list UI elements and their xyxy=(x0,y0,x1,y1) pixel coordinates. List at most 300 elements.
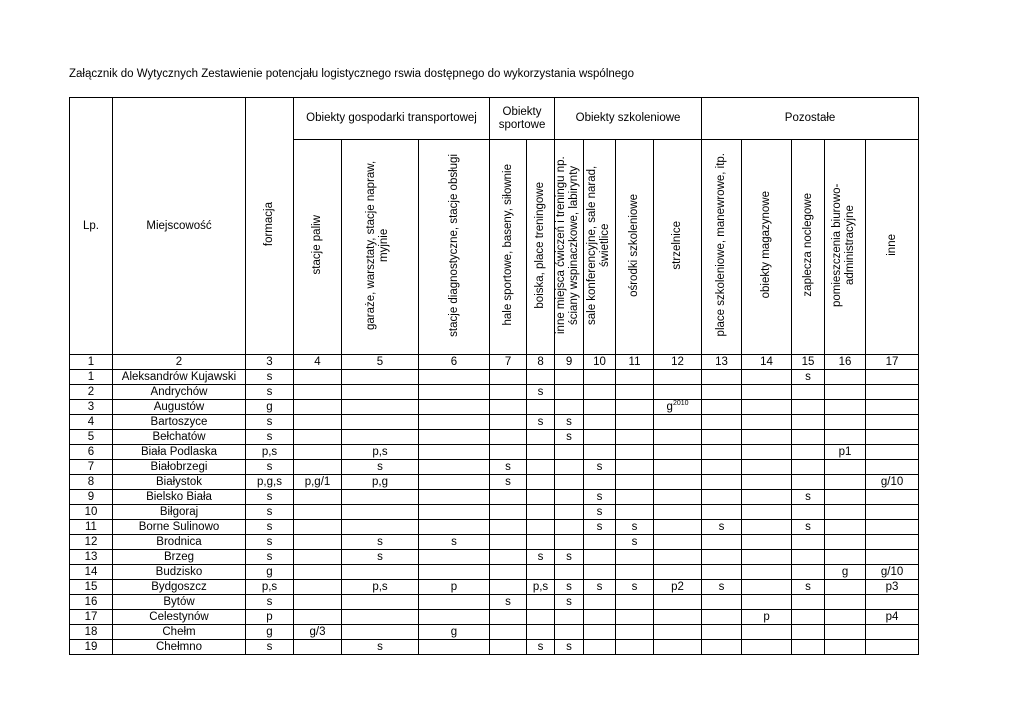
cell-c15: s xyxy=(792,490,825,505)
cell-c13 xyxy=(702,610,742,625)
cell-c7: s xyxy=(490,595,527,610)
cell-c11 xyxy=(616,400,654,415)
cell-c14 xyxy=(742,520,792,535)
cell-c11 xyxy=(616,610,654,625)
cell-c5 xyxy=(342,505,419,520)
cell-lp: 11 xyxy=(70,520,113,535)
table-row xyxy=(70,505,919,520)
cell-c17 xyxy=(866,460,919,475)
column-number: 9 xyxy=(555,355,584,370)
cell-miejsc: Biała Podlaska xyxy=(113,445,246,460)
cell-c7 xyxy=(490,400,527,415)
cell-lp: 6 xyxy=(70,445,113,460)
cell-c5 xyxy=(342,625,419,640)
cell-lp: 5 xyxy=(70,430,113,445)
group-szkoleniowe: Obiekty szkoleniowe xyxy=(555,98,702,140)
cell-miejsc: Borne Sulinowo xyxy=(113,520,246,535)
cell-c4 xyxy=(294,610,342,625)
cell-c17 xyxy=(866,490,919,505)
cell-c10: s xyxy=(584,520,616,535)
cell-c7: s xyxy=(490,475,527,490)
cell-c7 xyxy=(490,430,527,445)
cell-c6 xyxy=(419,445,490,460)
cell-c12 xyxy=(654,520,702,535)
cell-miejsc: Chełm xyxy=(113,625,246,640)
cell-lp: 4 xyxy=(70,415,113,430)
cell-lp: 14 xyxy=(70,565,113,580)
cell-c13 xyxy=(702,475,742,490)
cell-c12 xyxy=(654,535,702,550)
cell-c13 xyxy=(702,400,742,415)
cell-c11 xyxy=(616,565,654,580)
cell-c16 xyxy=(825,640,866,655)
table-row xyxy=(70,610,919,625)
cell-c14 xyxy=(742,640,792,655)
cell-c9 xyxy=(555,505,584,520)
cell-c17 xyxy=(866,640,919,655)
cell-c17 xyxy=(866,550,919,565)
cell-c5: p,s xyxy=(342,580,419,595)
cell-c8 xyxy=(527,565,555,580)
cell-c16 xyxy=(825,610,866,625)
cell-miejsc: Bartoszyce xyxy=(113,415,246,430)
cell-c12 xyxy=(654,505,702,520)
cell-c7 xyxy=(490,640,527,655)
col-label: stacje diagnostyczne, stacje obsługi xyxy=(447,153,460,337)
cell-c14 xyxy=(742,415,792,430)
cell-c4 xyxy=(294,430,342,445)
cell-c14 xyxy=(742,430,792,445)
cell-c17 xyxy=(866,535,919,550)
cell-c10: s xyxy=(584,505,616,520)
cell-c8 xyxy=(527,595,555,610)
cell-value: g xyxy=(666,400,673,413)
cell-c15 xyxy=(792,610,825,625)
cell-c9 xyxy=(555,400,584,415)
cell-c10 xyxy=(584,610,616,625)
cell-c7 xyxy=(490,565,527,580)
cell-c6: s xyxy=(419,535,490,550)
cell-c9: s xyxy=(555,595,584,610)
column-number: 14 xyxy=(742,355,792,370)
cell-c5 xyxy=(342,370,419,385)
cell-c16 xyxy=(825,520,866,535)
cell-c14 xyxy=(742,445,792,460)
table-row xyxy=(70,535,919,550)
cell-c6 xyxy=(419,565,490,580)
cell-c9 xyxy=(555,445,584,460)
cell-c15 xyxy=(792,385,825,400)
cell-form: p,g,s xyxy=(246,475,294,490)
table-row xyxy=(70,520,919,535)
cell-c17 xyxy=(866,505,919,520)
cell-lp: 15 xyxy=(70,580,113,595)
column-number: 1 xyxy=(70,355,113,370)
cell-miejsc: Aleksandrów Kujawski xyxy=(113,370,246,385)
cell-c10 xyxy=(584,385,616,400)
cell-c15 xyxy=(792,535,825,550)
cell-c8 xyxy=(527,505,555,520)
cell-c6 xyxy=(419,430,490,445)
cell-c16 xyxy=(825,415,866,430)
cell-c11 xyxy=(616,640,654,655)
cell-c14 xyxy=(742,370,792,385)
cell-c16 xyxy=(825,625,866,640)
cell-c6 xyxy=(419,490,490,505)
cell-form: p,s xyxy=(246,580,294,595)
cell-lp: 13 xyxy=(70,550,113,565)
cell-c4 xyxy=(294,595,342,610)
table-row xyxy=(70,370,919,385)
cell-form: s xyxy=(246,385,294,400)
cell-c16: g xyxy=(825,565,866,580)
cell-c13 xyxy=(702,490,742,505)
cell-c15 xyxy=(792,505,825,520)
cell-c5: s xyxy=(342,460,419,475)
cell-form: s xyxy=(246,520,294,535)
cell-c14 xyxy=(742,460,792,475)
cell-c4 xyxy=(294,565,342,580)
cell-c16 xyxy=(825,595,866,610)
cell-c12 xyxy=(654,370,702,385)
cell-c14: p xyxy=(742,610,792,625)
cell-miejsc: Bielsko Biała xyxy=(113,490,246,505)
col-pomieszczenia-biurowe xyxy=(825,140,866,355)
cell-c6 xyxy=(419,595,490,610)
cell-miejsc: Białobrzegi xyxy=(113,460,246,475)
cell-c14 xyxy=(742,385,792,400)
cell-c16 xyxy=(825,535,866,550)
cell-c17 xyxy=(866,430,919,445)
header-formacja xyxy=(246,98,294,355)
cell-c9: s xyxy=(555,580,584,595)
cell-c11 xyxy=(616,625,654,640)
table-row xyxy=(70,640,919,655)
col-inne xyxy=(866,140,919,355)
cell-c10: s xyxy=(584,490,616,505)
cell-lp: 12 xyxy=(70,535,113,550)
logistics-table xyxy=(69,97,919,655)
cell-c12 xyxy=(654,490,702,505)
cell-c17 xyxy=(866,625,919,640)
cell-miejsc: Brzeg xyxy=(113,550,246,565)
cell-c10 xyxy=(584,550,616,565)
cell-c4 xyxy=(294,460,342,475)
header-formacja-label: formacja xyxy=(263,201,275,247)
cell-lp: 3 xyxy=(70,400,113,415)
cell-c11: s xyxy=(616,520,654,535)
cell-c15 xyxy=(792,460,825,475)
cell-c4 xyxy=(294,505,342,520)
cell-c4 xyxy=(294,370,342,385)
group-pozostale: Pozostałe xyxy=(702,98,919,140)
cell-c5: s xyxy=(342,640,419,655)
cell-c12 xyxy=(654,460,702,475)
col-zaplecza-noclegowe xyxy=(792,140,825,355)
cell-miejsc: Bytów xyxy=(113,595,246,610)
cell-c7 xyxy=(490,445,527,460)
column-number: 12 xyxy=(654,355,702,370)
cell-c10 xyxy=(584,475,616,490)
cell-c13 xyxy=(702,370,742,385)
cell-c13 xyxy=(702,565,742,580)
cell-c8: s xyxy=(527,550,555,565)
cell-c8 xyxy=(527,535,555,550)
cell-c13: s xyxy=(702,580,742,595)
cell-c17 xyxy=(866,400,919,415)
cell-c7 xyxy=(490,580,527,595)
cell-form: s xyxy=(246,640,294,655)
cell-c16 xyxy=(825,460,866,475)
cell-c12 xyxy=(654,610,702,625)
table-row xyxy=(70,430,919,445)
cell-lp: 18 xyxy=(70,625,113,640)
cell-c15 xyxy=(792,475,825,490)
column-number: 10 xyxy=(584,355,616,370)
cell-c11 xyxy=(616,475,654,490)
cell-lp: 19 xyxy=(70,640,113,655)
cell-c4 xyxy=(294,550,342,565)
column-number: 16 xyxy=(825,355,866,370)
cell-miejsc: Brodnica xyxy=(113,535,246,550)
cell-c15 xyxy=(792,595,825,610)
cell-c16 xyxy=(825,385,866,400)
cell-c11 xyxy=(616,490,654,505)
table-row xyxy=(70,595,919,610)
column-number: 5 xyxy=(342,355,419,370)
table-row xyxy=(70,625,919,640)
col-label: stacje paliw xyxy=(311,215,323,275)
cell-c10 xyxy=(584,565,616,580)
cell-c15 xyxy=(792,415,825,430)
cell-c15 xyxy=(792,640,825,655)
cell-c16 xyxy=(825,430,866,445)
cell-c12 xyxy=(654,640,702,655)
table-row xyxy=(70,550,919,565)
table-row xyxy=(70,565,919,580)
cell-c5: p,g xyxy=(342,475,419,490)
col-label: obiekty magazynowe xyxy=(760,191,773,299)
cell-c12 xyxy=(654,430,702,445)
cell-miejsc: Augustów xyxy=(113,400,246,415)
cell-c7 xyxy=(490,535,527,550)
cell-c9 xyxy=(555,565,584,580)
cell-form: s xyxy=(246,370,294,385)
cell-c7 xyxy=(490,385,527,400)
col-place-szkoleniowe xyxy=(702,140,742,355)
table-row xyxy=(70,400,919,415)
cell-form: s xyxy=(246,415,294,430)
cell-c8 xyxy=(527,460,555,475)
cell-c17 xyxy=(866,370,919,385)
cell-c10 xyxy=(584,625,616,640)
cell-c12 xyxy=(654,565,702,580)
cell-c4 xyxy=(294,490,342,505)
cell-c11 xyxy=(616,415,654,430)
cell-c13 xyxy=(702,625,742,640)
cell-c5 xyxy=(342,565,419,580)
cell-c15: s xyxy=(792,370,825,385)
cell-c16 xyxy=(825,475,866,490)
cell-c9 xyxy=(555,625,584,640)
cell-c5 xyxy=(342,520,419,535)
cell-c6 xyxy=(419,640,490,655)
cell-c9: s xyxy=(555,415,584,430)
cell-c12 xyxy=(654,385,702,400)
cell-c12 xyxy=(654,625,702,640)
col-label: zaplecza noclegowe xyxy=(801,193,814,297)
col-strzelnice xyxy=(654,140,702,355)
col-label: boiska, place treningowe xyxy=(534,181,547,309)
cell-c6 xyxy=(419,415,490,430)
cell-c14 xyxy=(742,625,792,640)
cell-c9 xyxy=(555,490,584,505)
col-label: sale konferencyjne, sale narad, świetlice xyxy=(585,165,611,325)
cell-miejsc: Budzisko xyxy=(113,565,246,580)
cell-c11 xyxy=(616,445,654,460)
cell-c10 xyxy=(584,595,616,610)
cell-c15 xyxy=(792,550,825,565)
cell-c4 xyxy=(294,520,342,535)
table-row xyxy=(70,415,919,430)
cell-c10 xyxy=(584,445,616,460)
cell-c14 xyxy=(742,550,792,565)
cell-c11 xyxy=(616,430,654,445)
col-garaze xyxy=(342,140,419,355)
cell-c4: p,g/1 xyxy=(294,475,342,490)
cell-c12 xyxy=(654,415,702,430)
cell-miejsc: Bełchatów xyxy=(113,430,246,445)
column-number: 17 xyxy=(866,355,919,370)
cell-c9 xyxy=(555,370,584,385)
cell-c6 xyxy=(419,610,490,625)
cell-c5 xyxy=(342,400,419,415)
cell-c13 xyxy=(702,460,742,475)
cell-c15 xyxy=(792,625,825,640)
cell-c9 xyxy=(555,460,584,475)
cell-c5 xyxy=(342,385,419,400)
cell-form: s xyxy=(246,550,294,565)
cell-c4 xyxy=(294,640,342,655)
group-transport: Obiekty gospodarki transportowej xyxy=(294,98,490,140)
cell-c16 xyxy=(825,370,866,385)
cell-c13 xyxy=(702,595,742,610)
col-stacje-diagnostyczne xyxy=(419,140,490,355)
cell-lp: 9 xyxy=(70,490,113,505)
table-row xyxy=(70,580,919,595)
cell-c14 xyxy=(742,565,792,580)
cell-c17 xyxy=(866,520,919,535)
col-label: strzelnice xyxy=(671,220,684,270)
cell-c7 xyxy=(490,625,527,640)
cell-c4 xyxy=(294,415,342,430)
cell-c14 xyxy=(742,400,792,415)
cell-c15 xyxy=(792,430,825,445)
cell-c12 xyxy=(654,595,702,610)
cell-c11 xyxy=(616,550,654,565)
cell-c8 xyxy=(527,370,555,385)
table-row xyxy=(70,385,919,400)
table-row xyxy=(70,445,919,460)
col-stacje-paliw xyxy=(294,140,342,355)
cell-c17: p4 xyxy=(866,610,919,625)
cell-c10 xyxy=(584,430,616,445)
cell-c7 xyxy=(490,370,527,385)
cell-lp: 2 xyxy=(70,385,113,400)
cell-c9 xyxy=(555,385,584,400)
cell-c13 xyxy=(702,535,742,550)
cell-c12 xyxy=(654,400,702,415)
cell-c6 xyxy=(419,520,490,535)
cell-c7 xyxy=(490,490,527,505)
cell-c9: s xyxy=(555,550,584,565)
cell-c4 xyxy=(294,445,342,460)
cell-form: s xyxy=(246,535,294,550)
cell-c7 xyxy=(490,520,527,535)
cell-c16 xyxy=(825,505,866,520)
column-number: 6 xyxy=(419,355,490,370)
cell-c13: s xyxy=(702,520,742,535)
cell-c8 xyxy=(527,520,555,535)
cell-c14 xyxy=(742,490,792,505)
column-number: 2 xyxy=(113,355,246,370)
col-label: ośrodki szkoleniowe xyxy=(628,193,641,297)
column-number: 8 xyxy=(527,355,555,370)
cell-form: g xyxy=(246,565,294,580)
cell-c16 xyxy=(825,490,866,505)
cell-c6 xyxy=(419,400,490,415)
header-miejscowosc: Miejscowość xyxy=(113,98,246,355)
col-label: place szkoleniowe, manewrowe, itp. xyxy=(715,153,728,337)
cell-c8 xyxy=(527,445,555,460)
cell-c14 xyxy=(742,595,792,610)
cell-c9 xyxy=(555,610,584,625)
cell-c6 xyxy=(419,475,490,490)
cell-form: p xyxy=(246,610,294,625)
table-row xyxy=(70,475,919,490)
col-label: pomieszczenia biurowo-administracyjne xyxy=(831,183,857,307)
cell-c17: g/10 xyxy=(866,475,919,490)
cell-c11: s xyxy=(616,535,654,550)
column-number: 4 xyxy=(294,355,342,370)
cell-c4 xyxy=(294,385,342,400)
cell-c16 xyxy=(825,400,866,415)
cell-form: p,s xyxy=(246,445,294,460)
cell-c12 xyxy=(654,475,702,490)
cell-c5 xyxy=(342,595,419,610)
cell-c5 xyxy=(342,430,419,445)
cell-superscript: 2010 xyxy=(672,399,689,407)
cell-c8 xyxy=(527,610,555,625)
cell-form: s xyxy=(246,430,294,445)
cell-c5: s xyxy=(342,550,419,565)
cell-c11 xyxy=(616,460,654,475)
cell-c10 xyxy=(584,535,616,550)
cell-c12 xyxy=(654,445,702,460)
col-label: hale sportowe, baseny, siłownie xyxy=(501,164,514,326)
cell-c13 xyxy=(702,415,742,430)
header-lp: Lp. xyxy=(70,98,113,355)
cell-c10 xyxy=(584,400,616,415)
cell-c11 xyxy=(616,370,654,385)
cell-c11 xyxy=(616,505,654,520)
cell-c6 xyxy=(419,550,490,565)
cell-c13 xyxy=(702,640,742,655)
col-inne-miejsca xyxy=(555,140,584,355)
cell-c5: s xyxy=(342,535,419,550)
cell-c8: s xyxy=(527,385,555,400)
cell-c7 xyxy=(490,610,527,625)
